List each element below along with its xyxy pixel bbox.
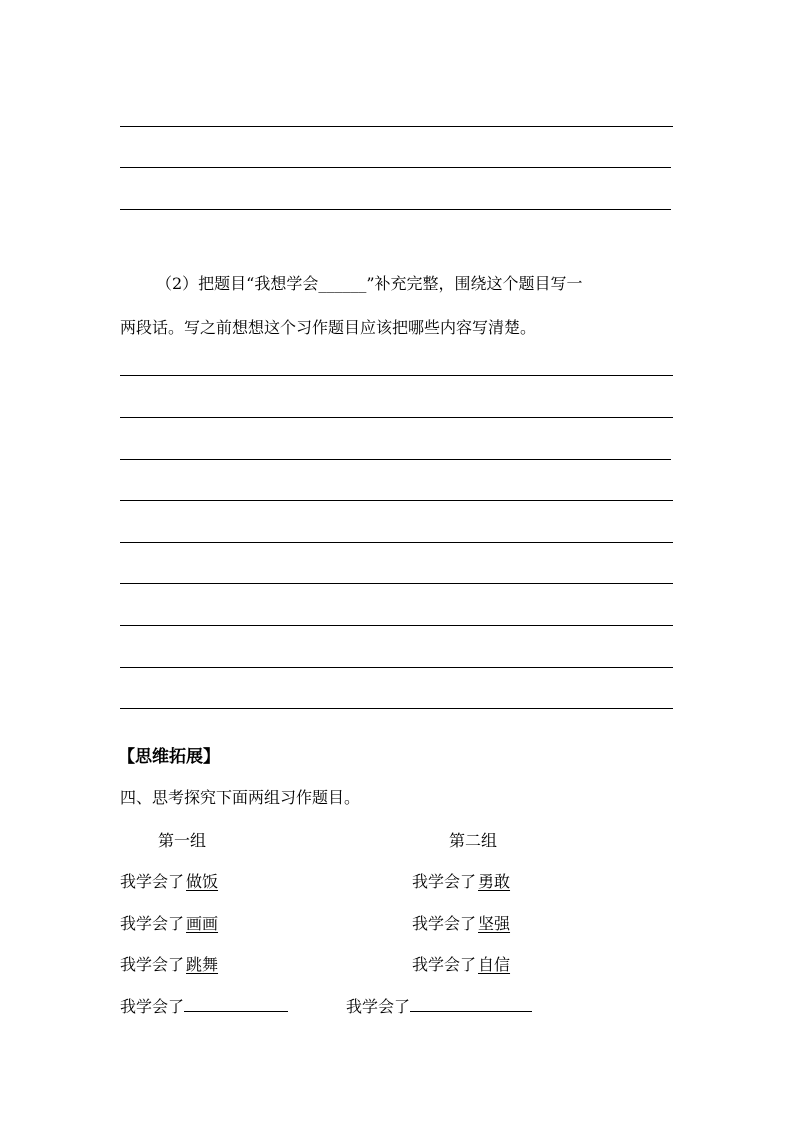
answer-line-3	[120, 459, 671, 460]
row-prefix: 我学会了	[120, 955, 185, 974]
section-title: 【思维拓展】	[118, 747, 220, 767]
question-4: 四、思考探究下面两组习作题目。	[120, 788, 361, 807]
group-2-row-1	[412, 872, 512, 892]
group-2-answer-2: 坚强	[478, 914, 511, 933]
group-2-answer-3: 自信	[478, 955, 511, 974]
question-2-line-1: （2）把题目“我想学会______”补充完整，围绕这个题目写一	[156, 274, 583, 293]
group-1-row-2	[120, 914, 220, 934]
group-2-answer-1: 勇敢	[478, 872, 511, 891]
row-prefix: 我学会了	[412, 914, 477, 933]
group-1-row-1	[120, 872, 220, 892]
group-1-label: 第一组	[158, 831, 207, 850]
row-prefix: 我学会了	[120, 872, 185, 891]
answer-line-2	[120, 417, 673, 418]
answer-line-4	[120, 500, 673, 501]
last-row-right	[346, 997, 532, 1017]
group-1-answer-3: 跳舞	[186, 955, 219, 974]
question-2-line-2: 两段话。写之前想想这个习作题目应该把哪些内容写清楚。	[120, 318, 537, 337]
row-prefix: 我学会了	[412, 872, 477, 891]
answer-line-8	[120, 667, 673, 668]
row-prefix: 我学会了	[120, 914, 185, 933]
answer-line-5	[120, 542, 673, 543]
blank-line-left[interactable]	[184, 997, 288, 1012]
row-prefix: 我学会了	[120, 997, 185, 1016]
answer-line-6	[120, 583, 673, 584]
row-prefix: 我学会了	[412, 955, 477, 974]
group-2-row-2	[412, 914, 512, 934]
row-prefix: 我学会了	[346, 997, 411, 1016]
writing-line-2	[120, 167, 671, 168]
blank-line-right[interactable]	[410, 997, 532, 1012]
group-2-label: 第二组	[449, 831, 498, 850]
writing-line-1	[120, 126, 673, 127]
group-1-answer-2: 画画	[186, 914, 219, 933]
group-1-row-3	[120, 955, 220, 975]
writing-line-3	[120, 209, 671, 210]
answer-line-7	[120, 625, 673, 626]
answer-line-1	[120, 375, 673, 376]
group-1-answer-1: 做饭	[186, 872, 219, 891]
group-2-row-3	[412, 955, 512, 975]
last-row-left	[120, 997, 288, 1017]
answer-line-9	[120, 708, 673, 709]
